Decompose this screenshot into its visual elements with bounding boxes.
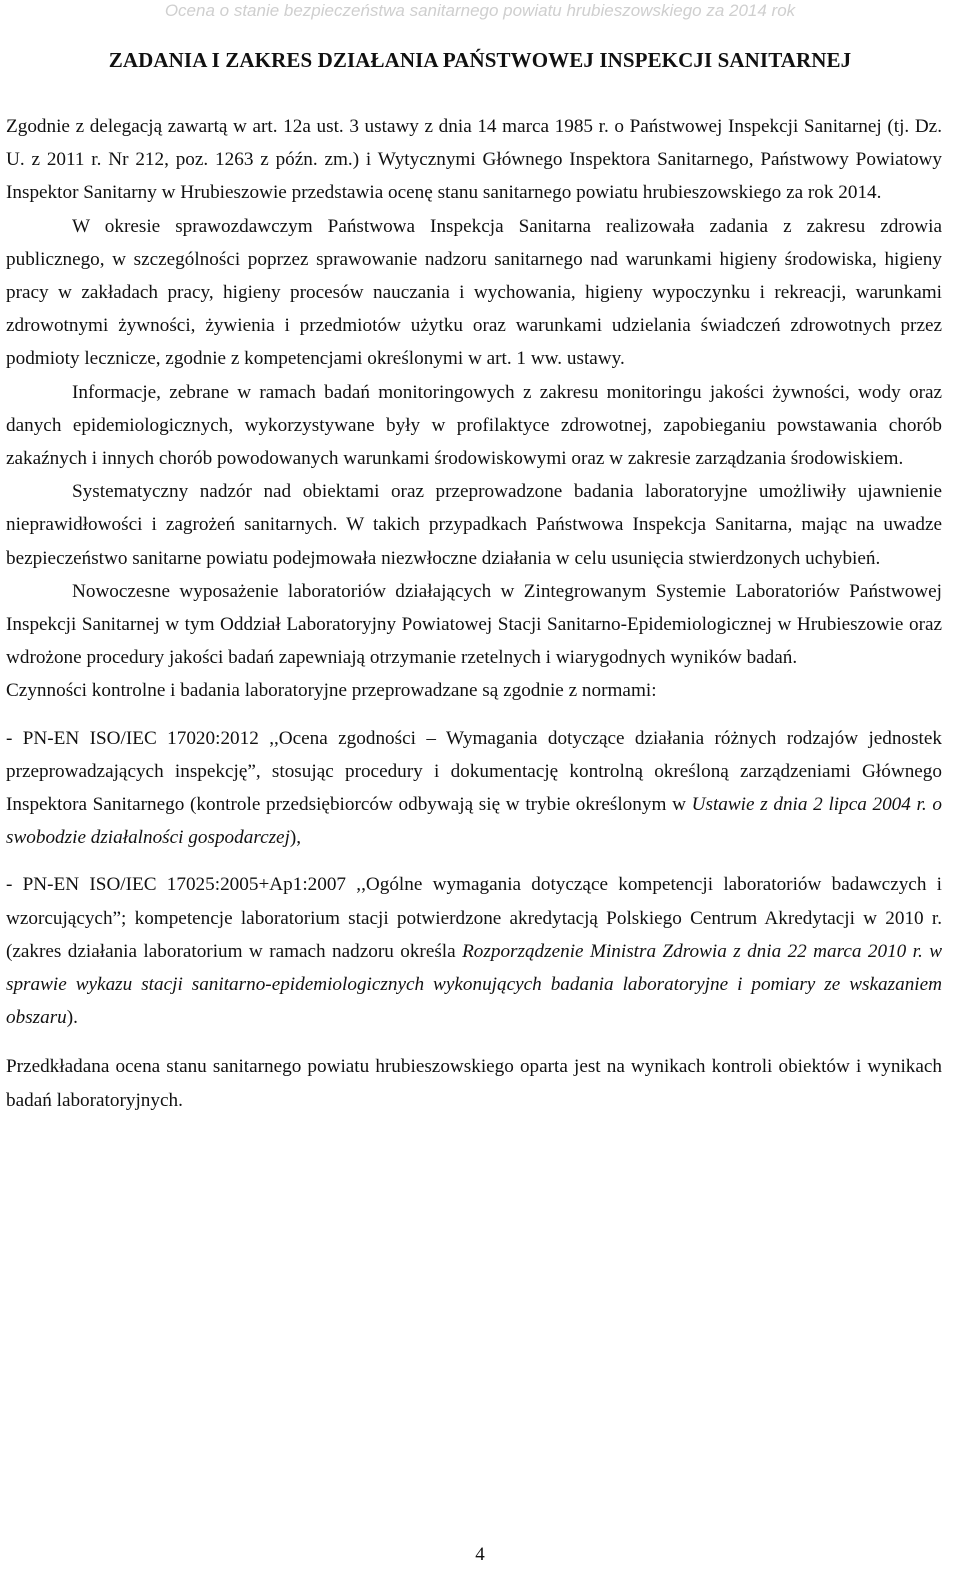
norm-17025-closing: ).	[66, 1007, 78, 1029]
norm-17020-act-reference: Ustawie z dnia 2 lipca 2004 r. o swobodzie działalności gospodarczej	[6, 794, 942, 849]
paragraph-monitoring: Informacje, zebrane w ramach badań monitoringowych z zakresu monitoringu jakości żywności, wody oraz danych epidemiologicznych, wykorzystywane były w profilaktyce zdrowotnej, zapobieganiu powstawania chorób zakaźnych i innych chorób powodowanych warunkami środowiskowymi oraz w zakresie zarządzania środowiskiem.	[6, 381, 942, 470]
running-header: Ocena o stanie bezpieczeństwa sanitarnego powiatu hrubieszowskiego za 2014 rok	[164, 1, 796, 20]
section-title: ZADANIA I ZAKRES DZIAŁANIA PAŃSTWOWEJ INSPEKCJI SANITARNEJ	[108, 48, 852, 72]
norm-17025-regulation-reference: Rozporządzenie Ministra Zdrowia z dnia 22 marca 2010 r. w sprawie wykazu stacji sanitarno-epidemiologicznych wykonujących badania laboratoryjne i pomiary ze wskazaniem obszaru	[6, 940, 942, 1029]
page-number: 4	[475, 1544, 485, 1565]
norm-17020-text: - PN-EN ISO/IEC 17020:2012 ,,Ocena zgodności – Wymagania dotyczące działania różnych rodzajów jednostek przeprowadzających inspekcję”, stosując procedury i dokumentację kontrolną określoną zarządzeniami Głównego Inspektora Sanitarnego (kontrole przedsiębiorców odbywają się w trybie określonym w	[6, 727, 942, 816]
paragraph-conclusion: Przedkładana ocena stanu sanitarnego powiatu hrubieszowskiego oparta jest na wynikach kontroli obiektów i wynikach badań laboratoryjnych.	[6, 1056, 942, 1111]
norm-17025-text: - PN-EN ISO/IEC 17025:2005+Ap1:2007 ,,Ogólne wymagania dotyczące kompetencji laboratoriów badawczych i wzorcujących”; kompetencje laboratorium stacji potwierdzone akredytacją Polskiego Centrum Akredytacji w 2010 r. (zakres działania laboratorium w ramach nadzoru określa	[6, 874, 942, 962]
paragraph-norm-17020	[6, 722, 942, 855]
document-body	[6, 110, 942, 1117]
paragraph-norm-17025	[6, 868, 942, 1034]
paragraph-laboratories: Nowoczesne wyposażenie laboratoriów działających w Zintegrowanym Systemie Laboratoriów Państwowej Inspekcji Sanitarnej w tym Oddział Laboratoryjny Powiatowej Stacji Sanitarno-Epidemiologicznej w Hrubieszowie oraz wdrożone procedury jakości badań zapewniają otrzymanie rzetelnych i wiarygodnych wyników badań.	[6, 580, 942, 669]
norm-17020-closing: ),	[289, 827, 302, 849]
paragraph-reporting-period: W okresie sprawozdawczym Państwowa Inspekcja Sanitarna realizowała zadania z zakresu zdrowia publicznego, w szczególności poprzez sprawowanie nadzoru sanitarnego nad warunkami higieny środowiska, higieny pracy w zakładach pracy, higieny procesów nauczania i wychowania, higieny wypoczynku i rekreacji, warunkami zdrowotnymi żywności, żywienia i przedmiotów użytku oraz warunkami udzielania świadczeń zdrowotnych przez podmioty lecznicze, zgodnie z kompetencjami określonymi w art. 1 ww. ustawy.	[6, 215, 942, 370]
paragraph-supervision: Systematyczny nadzór nad obiektami oraz przeprowadzone badania laboratoryjne umożliwiły ujawnienie nieprawidłowości i zagrożeń sanitarnych. W takich przypadkach Państwowa Inspekcja Sanitarna, mając na uwadze bezpieczeństwo sanitarne powiatu podejmowała niezwłoczne działania w celu usunięcia stwierdzonych uchybień.	[6, 481, 942, 569]
paragraph-delegation: Zgodnie z delegacją zawartą w art. 12a ust. 3 ustawy z dnia 14 marca 1985 r. o Państwowej Inspekcji Sanitarnej (tj. Dz. U. z 2011 r. Nr 212, poz. 1263 z późn. zm.) i Wytycznymi Głównego Inspektora Sanitarnego, Państwowy Powiatowy Inspektor Sanitarny w Hrubieszowie przedstawia ocenę stanu sanitarnego powiatu hrubieszowskiego za rok 2014.	[6, 116, 942, 204]
paragraph-norms-intro: Czynności kontrolne i badania laboratoryjne przeprowadzane są zgodnie z normami:	[6, 680, 657, 702]
